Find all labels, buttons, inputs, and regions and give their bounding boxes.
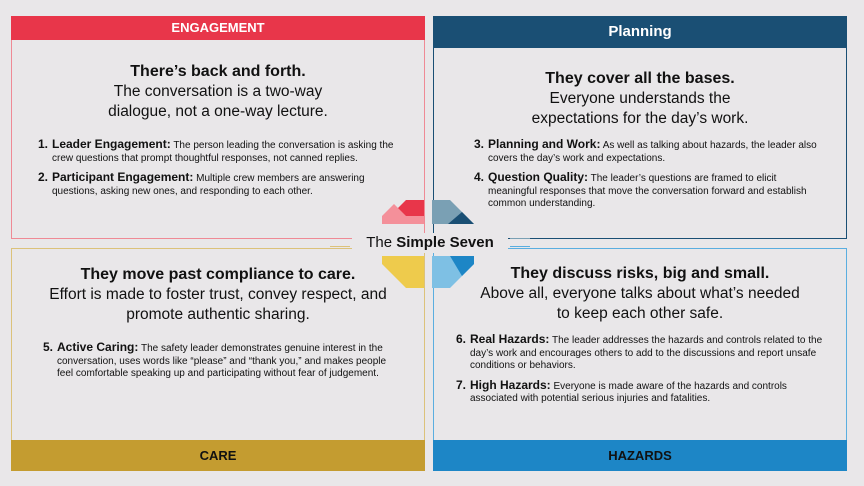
hazards-headline: They discuss risks, big and small. Above all, everyone talks about what’s needed to keep each other safe.	[480, 265, 800, 322]
list-item: 2. Participant Engagement: Multiple crew members are answering questions, asking new ones, and responding to each other.	[38, 170, 365, 197]
divider-line	[330, 246, 350, 247]
planning-headline: They cover all the bases. Everyone understands the expectations for the day’s work.	[531, 70, 749, 127]
engagement-list	[38, 138, 394, 204]
list-item: 3. Planning and Work: As well as talking about hazards, the leader also covers the day’s work and expectations.	[474, 137, 817, 164]
engagement-quadrant	[11, 16, 425, 239]
list-item: 6. Real Hazards: The leader addresses the hazards and controls related to the day’s work and encourages others to add to the discussions and report unsafe conditions or behaviors.	[456, 332, 823, 371]
care-quadrant	[11, 248, 425, 471]
engagement-headline: There’s back and forth. The conversation is a two-way dialogue, not a one-way lecture.	[108, 63, 328, 120]
hazards-quadrant	[433, 248, 847, 471]
divider-line	[510, 246, 530, 247]
hazards-footer: HAZARDS	[433, 440, 847, 471]
planning-list	[474, 138, 826, 217]
planning-header: Planning	[433, 16, 847, 48]
list-item: 1. Leader Engagement: The person leading the conversation is asking the crew questions that prompt thoughtful responses, not canned replies.	[38, 137, 394, 164]
divider-line	[510, 238, 530, 239]
hazards-list	[456, 333, 826, 412]
list-item: 7. High Hazards: Everyone is made aware of the hazards and controls associated with potential serious injuries and fatalities.	[456, 377, 787, 404]
care-footer: CARE	[11, 440, 425, 471]
diagram-title: The Simple Seven	[352, 233, 508, 253]
list-item: 4. Question Quality: The leader’s questions are framed to elicit meaningful responses that move the conversation forward and establish common understanding.	[474, 170, 807, 209]
planning-quadrant	[433, 16, 847, 239]
care-headline: They move past compliance to care. Effort is made to foster trust, convey respect, and promote authentic sharing.	[49, 266, 387, 323]
care-list	[43, 341, 394, 387]
list-item: 5. Active Caring: The safety leader demonstrates genuine interest in the conversation, uses words like “please” and “thank you,” and makes people feel comfortable speaking up and participating without fear of judgement.	[43, 340, 387, 379]
engagement-header: ENGAGEMENT	[11, 16, 425, 40]
divider-line	[330, 238, 350, 239]
